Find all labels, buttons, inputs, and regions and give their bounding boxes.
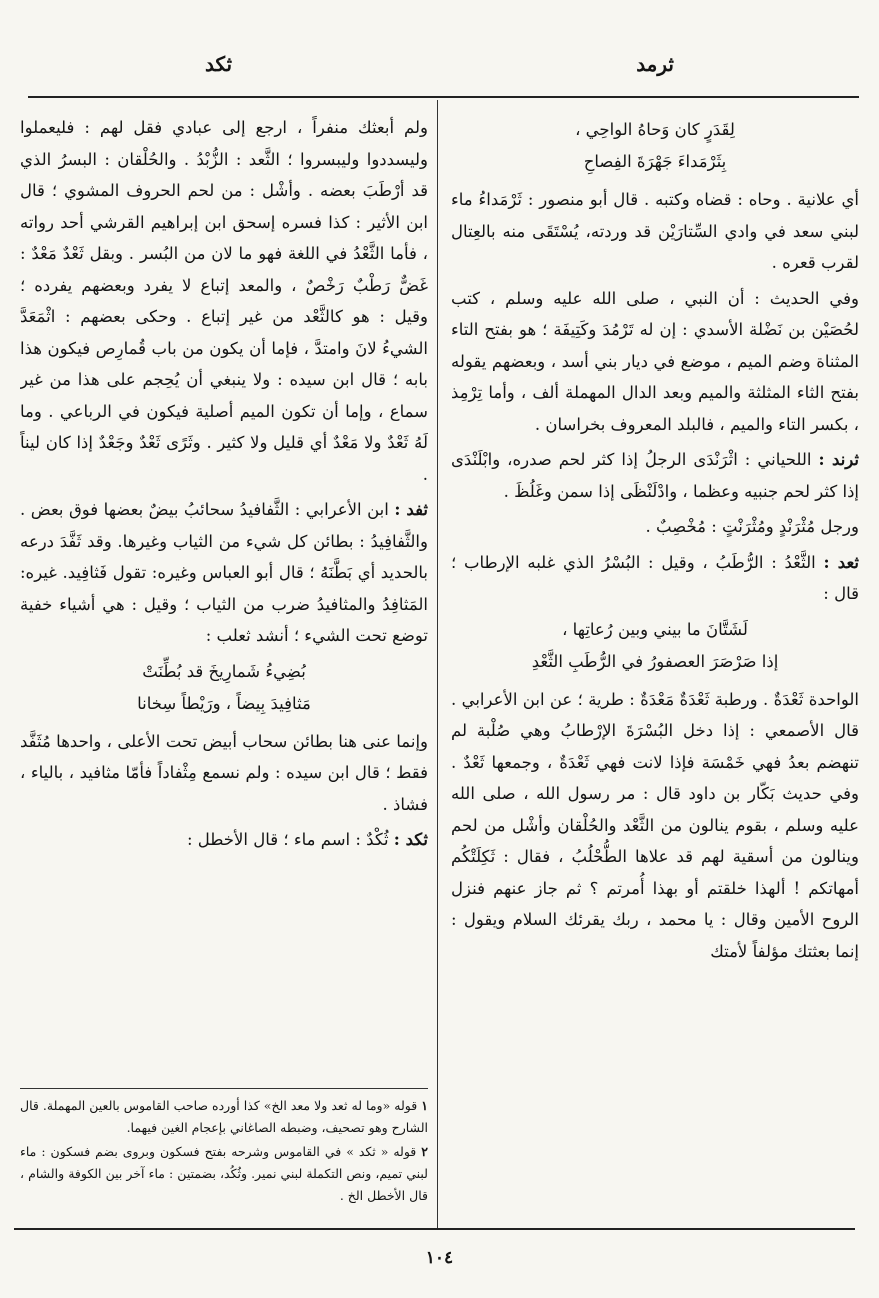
footnote-number: ١ [421,1098,428,1113]
entry-tharnad [451,444,859,507]
paragraph: وفي الحديث : أن النبي ، صلى الله عليه وسلم ، كتب لحُصَيْن بن نَضْلة الأسدي : إن له تَرْمُدَ وكَتِيفَة ؛ هو بفتح التاء المثناة وضم الميم ، موضع في ديار بني أسد ، وبعضهم يقوله بفتح الثاء المثلثة والميم وبعد الدال المهملة ألف ، وأما تِرْمِذ ، بكسر التاء والميم ، فالبلد المعروف بخراسان . [451,288,859,434]
verse-thaad [451,614,859,678]
paragraph: أي علانية . وحاه : قضاه وكتبه . قال أبو منصور : ثَرْمَداءُ ماء لبني سعد في وادي السِّتارَيْن قد وردته، يُسْتَقَى منه بالعِتال لقرب قعره . [451,190,859,272]
footnote [20,1095,428,1139]
left-column [20,112,428,1082]
verse-line: إذا صَرْصَرَ العصفورُ في الرُّطَبِ الثَّعْدِ [531,651,779,671]
entry-text: اللحياني : اثْرَنْدَى الرجلُ إذا كثر لحم صدره، وابْلَنْدَى إذا كثر لحم جنبيه وعظما ، وادْلَنْظَى إذا سمن وغَلُظَ . [451,450,859,501]
footnotes [20,1088,428,1209]
footnote [20,1141,428,1207]
entry-text: ابن الأعرابي : الثَّفافيدُ سحائبُ بيضٌ بعضها فوق بعض . والثَّفافِيدُ : بطائن كل شيء من الثياب وغيرها. وقد ثَفَّدَ درعه بالحديد أي بَطَّنَهُ ؛ قال أبو العباس وغيره: تقول فَثافِيد. غيره: المَثافِدُ والمثافيدُ ضرب من الثياب ؛ وقيل : هي أشياء خفية توضع تحت الشيء ؛ أنشد ثعلب : [20,500,428,645]
entry-headword: ثعد : [823,552,859,572]
entry-headword: ثفد : [394,500,428,519]
verse-line: بِثَرْمَداءَ جَهْرَةَ الفِصاحِ [583,152,727,171]
entry-headword: ثكد : [393,830,428,849]
verse-line: مَثافِيدَ بِيضاً ، ورَيْطاً سِخانا [137,693,311,713]
running-head-left: ثكد [205,52,233,76]
entry-headword: ثرند : [818,450,859,469]
paragraph: الواحدة ثَعْدَةٌ . ورطبة ثَعْدَةٌ مَعْدَةٌ : طرية ؛ عن ابن الأعرابي . قال الأصمعي : إذا دخل البُسْرَةَ الإرْطابُ وهي صُلْبة لم تنهضم بعدُ فهي خَمْسَة فإذا لانت فهي ثَعْدَةٌ ، وجمعها ثَعْدٌ . وفي حديث بَكّار بن داود قال : مر رسول الله ، صلى الله عليه وسلم ، بقوم ينالون من الثَّعْد والحُلْقان وأشْل من لحم وينالون من أسقية لهم قد علاها الطُّحْلُبُ ، فقال : ثَكِلَتْكُم أمهاتكم ! ألهذا خلقتم أو بهذا أُمرتم ؟ ثم جاز عنهم فنزل الروح الأمين وقال : يا محمد ، ربك يقرئك السلام ويقول : إنما بعثتك مؤلفاً لأمتك [451,689,859,961]
paragraph: ولم أبعثك منفراً ، ارجع إلى عبادي فقل لهم : فليعملوا وليسددوا وليبسروا ؛ الثَّعد : الزُّبْدُ . والحُلْقان : البسرُ الذي قد أرْطَبَ بعضه . وأشْل : من لحم الحروف المشوي ؛ قال ابن الأثير : كذا فسره إسحق ابن إبراهيم القرشي أحد رواته ، فأما الثَّعْدُ في اللغة فهو ما لان من البُسر . وبقل ثَعْدٌ مَعْدٌ : غَضٌّ رَطْبٌ رَخْصٌ ، والمعد إتباع لا يفرد وبعضهم يفرده ؛ وقيل : هو كالثَّعْد من غير إتباع . وحكى بعضهم : اثْمَعَدَّ الشيءُ لانَ وامتدَّ ، فإما أن يكون من باب قُمارِص فيكون هذا بابه ؛ قال ابن سيده : ولا ينبغي أن يُحِجم على هذا من غير سماع ، وإما أن تكون الميم أصلية فيكون في الرباعي . وما لَهُ ثَعْدٌ ولا مَعْدٌ أي قليل ولا كثير . وثَرًى ثَعْدٌ وجَعْدٌ إذا كان ليناً . [20,118,428,484]
verse-line: لِقَدَرٍ كان وَحاهُ الواحِي ، [575,120,735,139]
entry-thakad [20,824,428,856]
column-divider [437,100,438,1228]
bottom-rule [14,1228,855,1230]
entry-text: ثُكْدٌ : اسم ماء ؛ قال الأخطل : [186,830,389,849]
paragraph: وإنما عنى هنا بطائن سحاب أبيض تحت الأعلى ، واحدها مُثَفَّد فقط ؛ قال ابن سيده : ولم نسمع مِثْفاداً فأمّا مثافيد ، بالياء ، فشاذ . [20,731,428,814]
right-column [451,112,859,1224]
footnote-text: قوله « ثكد » في القاموس وشرحه بفتح فسكون وبروى بضم فسكون : ماء لبني تميم، ونص التكملة لبني نمير. وثُكُد، بضمتين : ماء آخر بين الكوفة والشام ، قال الأخطل الخ . [20,1144,428,1203]
footnote-number: ٢ [421,1144,428,1159]
running-head-right: ثرمد [636,52,674,76]
verse-line: لَشَتَّانَ ما بيني وبين رُعاتِها ، [562,619,748,639]
verse-line: بُضِيءُ شَمارِيخَ قد بُطِّنَتْ [142,661,306,681]
footnote-text: قوله «وما له ثعد ولا معد الخ» كذا أورده صاحب القاموس بالعين المهملة. قال الشارح وهو تصحيف، وضبطه الصاغاني بإعجام الغين فيهما. [20,1098,428,1135]
top-rule [28,96,859,98]
verse-thalab [20,656,428,720]
page-number: ١٠٤ [425,1248,454,1268]
entry-thafad [20,494,428,652]
verse-thaqad [451,114,859,178]
entry-text: الثَّعْدُ : الرُّطَبُ ، وقيل : البُسْرُ الذي غلبه الإرطاب ؛ قال : [451,552,859,603]
entry-thaad [451,547,859,610]
paragraph: ورجل مُثْرَنْدٍ ومُثْرَنْتٍ : مُخْصِبٌ . [645,517,859,536]
